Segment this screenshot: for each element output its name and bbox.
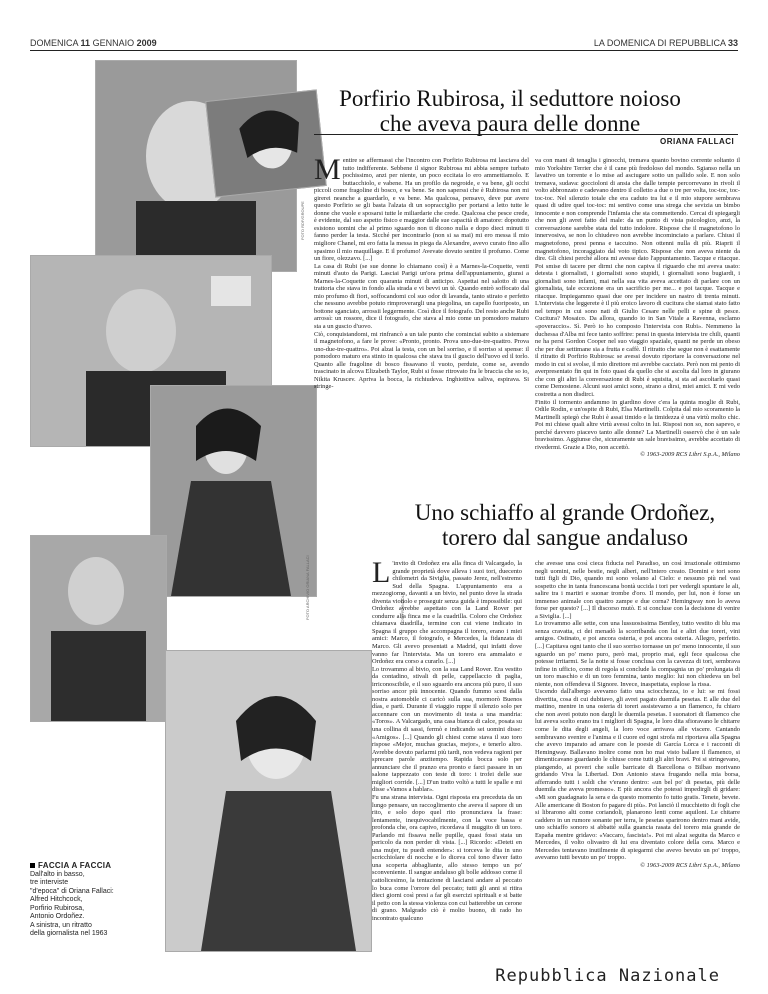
article2-dropcap: L [372, 560, 391, 589]
page-folio [30, 30, 738, 48]
article1-byline: ORIANA FALLACI [660, 137, 735, 146]
masthead-footer: Repubblica Nazionale [495, 966, 720, 986]
photo-fallaci-portrait [205, 89, 327, 197]
photo-credit-1: FOTO RDF/GROUPE [300, 201, 305, 240]
fallaci-silhouette [206, 91, 325, 197]
article1-column-2: va con mani di tenaglia i ginocchi, tremava quanto bovino corrente soltanto il mio Yorkshire Terrier che è il cane più fredoloso del mondo. Sgianso nella un lavativo un torrente e lo mise ad asciugare sotto un pallido sole. E non solo tremava, sudava: goccioloni di ansia che dalle tempie percorrevano in rivoli il volto abbronzato e cadevano dentro il colletto a due o tre per volta, toc-toc, toc-toc-toc. Nel silenzio totale che era caduto tra lui e il mio stupore sembrava quasi di udire quel toc-toc: mi sentivo come una strega che sevizia un bimbo innocente e non comprende l'infamia che sta commettendo. Cercai di spiegargli che non gli avrei fatto del male: da un punto di vista psicologico, anzi, la conversazione sarebbe stata del tutto indolore. Rispose che il magnetofono lo innervosiva, se non lo chiudevo non avrebbe incominciato a parlare. Chiusi il magnetofono, presi penna e taccuino. Non ottenni nulla di più. Riaprii il magnetofono, incoraggiato dal voto tipico. Rispose che non aveva niente da dire. Gli chiesi perché allora mi avesse dato l'appuntamento. Tacque e ritacque. Poi smise di tacere per dirmi che non capiva il riguardo che mi aveva usato: detesta i giornalisti, i giornalisti sono stupidi, i giornalisti sono bugiardi, i giornalisti sono infami, mai nella sua vita aveva accettato di parlare con un giornalista, tale eccezione era un sacrificio per me... e poi tacque. Tacque e ritacque. Impiegammo quasi due ore per incidere un nastro di trenta minuti. L'intervista che leggerete è il più eroico lavoro di cucitura che siamai stato fatto nel tempo in cui sono nati di Giulio Cesare nelle pelli e spine di pesce. Cucitura? Mosaico. Da allora, quando io in San Vitale a Ravenna, esclamo «poveraccio». Sì. Però io ho composto l'intervista con Rubi». Nemmeno la duchessa d'Alba mi fece tanto soffrire: pensi in questa intervista tre chili, quanti ne ha persi Gordon Cooper nel suo viaggio spaziale, quanti ne perde un obeso che per due settimane sia a frutta e caffè. Il ritratto che segue non è esattamente il ritratto di Porfirio Rubirosa: se avessi dovuto riportare la conversazione nel modo in cui si svolse, il mio direttore mi avrebbe cacciato. Però non mi pento di averpresentato fin qui in foto quasi da quello che si ascolta dal loro in giurano che con gli altri la conversazione di Rubi è squisita, si sta ad ascoltarlo quasi come Demostene. Alcuni suoi amici sono, strano a dirsi, miei amici. E mi vedo costretta a non disdirci. Finito il tormento andammo in giardino dove c'era la quinta moglie di Rubi, Odile Rodin, e un'ospite di Rubi, Elsa Martinelli. Colpita dal mio scoramento la Martinelli spiegò che Rubi è assai timido e la timidezza è una virtù molto chic. Poi mi chiese quali altre virtù avessi colto in lui. Risposi non so, non sapevo, e perché davvero piacevo tanto alle donne? La Martinelli osservò che è un sale bravissimo. Aggiunse che, sicuramente un sale bravissimo, avrebbe accettato di rivedermi. Grazie a Dio, non accettò. © 1963-2009 RCS Libri S.p.A., Milano [535, 157, 740, 459]
caption-line: Porfirio Rubirosa, [30, 904, 85, 912]
photo-credit-3: FOTO ARCHIVIO ORIANA FALLACI [305, 555, 310, 620]
article2-headline: Uno schiaffo al grande Ordoñez, torero dal sangue andaluso [414, 500, 716, 550]
fallaci-ordonez-silhouette [166, 651, 371, 951]
caption-line: tre interviste [30, 879, 69, 886]
article1-dropcap: M [314, 157, 341, 186]
caption-marker-icon [30, 863, 35, 868]
article1-copyright: © 1963-2009 RCS Libri S.p.A., Milano [640, 451, 740, 459]
folio-left: DOMENICA 11 GENNAIO 2009 [30, 38, 157, 48]
article1-column-1: Mentire se affermassi che l'incontro con Porfirio Rubirosa mi lasciava del tutto indifferente. Sebbene il signor Rubirosa mi abbia sempre turbato pochissimo, anzi per niente, un poco eccitata lo ero ammettiamolo. E buttacchiolo, e vabene. Ha un profilo da negroide, e va bene, gli occhi piccoli come fragoline di bosco, e va bene. Se non saperssi che è Rubirosa non mi girerei neanche a guardarlo, e va bene. Ma qualcosa, pensavo, deve pur avere questo Porfirio se gli basta l'alzata di un sopracciglio per portarsi a letto tutte le donne che vuole e sposarsi tutte le miliardarie che crede. Qualcosa che pesce crede, è evidente, dal suo aspetto fisico e maggior dalle sue capacità di amatore: dopotutto esistono uomini che al primo sguardo non ti dicono nulla e dopo dieci minuti ti fanno perder la testa. Sicché per incontrarlo (non si sa mai) mi ero messa il mio migliore Chanel, mi ero fatta la messa in piega da Alexandre, avevo curato fino allo spasimo il mio maquillage. E il profumo! Avevate dovuto sentire il profumo. Come un fiore, olezzavo. [...] La casa di Rubi (se sue donne lo chiamano così) è a Marnes-la-Coquette, venti minuti d'auto da Parigi. Lasciai Parigi un'ora prima dell'appuntamento, giunsi a Marnes-la-Coquette con quaranta minuti di anticipo. Aspettai nel salotto di una trattoria che stava in fondo alla strada e vi bevvi un tè. Quando entrò soffocato dal mio profumo di fiori, soffocandomi col suo odor di lavanda, tanto stirato e perfetto che nessuno avrebbe potuto rimproverargli una piegolina, un capello fuoriposto, un bottone sganciato, arrossii leggermente. Così dice il fotografo. Del resto anche Rubi arrossì: un rossore, dice il fotografo, che stava al mio come un pomodoro maturo sta a un guscio d'uovo. Ciò, conquistandomi, mi rinfrancò a un tale punto che cominciai subito a sistemare il magnetofono, a fare le prove: «Pronto, pronto. Prova uno-due-tre-quattro. Prova uno-due-tre-quattro». Poi alzai la testa, con un bel sorriso, e il sorriso si spense: il pomodoro maturo era stinto in qualcosa che stava tra il guscio dell'uovo ed il torlo. Quanto alle fragoline di bosco fissavano il vuoto, perdute, come se, avendo trascinato in alcova Elizabeth Taylor, Rubi si fosse ritrovato fra le braccia che so io, Nikita Kruscev. Apriva la bocca, la richiudeva. Inghiottiva saliva, espirava. Si stringe- [314, 157, 529, 391]
caption-line: della giornalista nel 1963 [30, 930, 108, 937]
fallaci-seated-silhouette [151, 386, 316, 596]
photo-caption [30, 862, 160, 939]
photo-fallaci-ordonez [165, 650, 372, 952]
caption-line: Dall'alto in basso, [30, 870, 85, 878]
article1-rule [314, 134, 738, 135]
article2-column-1: L 'invito di Ordoñez era alla finca di Valcargado, la grande proprietà dove alleva i suoi tori, duecento chilometri da Siviglia, passato Jerez, nell'estremo Sud della Spagna. L'appuntamento era a mezzogiorno, davanti a un bivio, nel punto dove la strada diventa viottolo e proseguir senza guida è impossibile: qui Ordoñez avrebbe aspettato con la Land Rover per condurre alla finca me e la cuadrilla. Coloro che Ordoñez chiamava cuadrilla, termine con cui viene indicato in Spagna il gruppo che accompagna il torero, erano i miei amici: Marco, il fotografo, e Mercedes, la fidanzata di Marco. Gli avevo presentati a Madrid, qui infatti dove vanno far l'intervista. Ma un torero era ammalato e Ordoñez era corso a curarlo. [...] Lo trovammo al bivio, con la sua Land Rover. Era vestito da contadino, stivali di pelle, cappellaccio di paglia, irriconoscibile, e il suo sguardo era ancora più puro, il suo sorriso ancor più innocente. Quando fummo scesi dalla nostra automobile ci caricò sulla sua, mormorò Buenos días, e partì. Durante il viaggio ruppe il silenzio solo per accennare con un movimento di testa a una mandria: «Toros». A Valcargado, una casa bianca di calce, posata su una collina di sassi, fermò e indicando sei uomini disse: «Amigos». [...] Quando gli chiesi come stava il suo toro rispose «Mejor, muchas gracias, mejor», e tenerlo altro. Avrebbe dovuto parlarmi più tardi, non vedeva ragioni per sprecare parole anzitempo. Rapida bocca solo per annunciare che il pranzo era pronto e farci passare in un salone tappezzato con teste di toro: i trofei delle sue migliori corride. [...] D'un tratto voltò a tutti le spalle e mi disse «Vamos a hablar». Fu una strana intervista. Ogni risposta era preceduta da un lungo pensare, un raccoglimento che aveva il sapore di un rito, e solo dopo quel rito pronunciava la frase: lentamente, inequivocabilmente, con la voce bassa e profonda che, ora capivo, ricordava il muggito di un toro. Parlando mi fissava nelle pupille, quasi fossi stata un pericolo da non perder di vista. [...] Ricordo: «Deteti en una mujer, tu puedi entender»: si torceva le dita in uno scricchiolare di nocche e lo diceva col tono d'aver fatto una scoperta abbagliante, allo stesso tempo un po' sconveniente. Il sangue andaluso gli bolle addosso come il cattolicesimo, la tentazione di lasciarsi andare al peccato lo buca come l'orrore del peccato; tutti gli anni si ritira dieci giorni così presi a far gli esercizi spirituali e si batte il petto con la stessa violenza con cui batterebbe un cerone di grano. Malgrado ciò è molto buono, di rado ho incontrato qualcuno [372, 560, 522, 922]
caption-line: Antonio Ordoñez. [30, 913, 85, 920]
ordonez-silhouette [31, 536, 166, 721]
photo-fallaci-rubirosa [150, 385, 317, 597]
folio-rule [30, 50, 738, 51]
caption-title: FACCIA A FACCIA [30, 862, 160, 871]
caption-line: A sinistra, un ritratto [30, 921, 92, 929]
photo-ordonez [30, 535, 167, 722]
article1-headline: Porfirio Rubirosa, il seduttore noioso che aveva paura delle donne [339, 86, 681, 136]
article2-column-2: che avesse una così cieca fiducia nel Paradiso, un così irrazionale ottimismo negli uomini, nelle bestie, negli alberi, nell'intero creato. Domini e tori sono tutti figli di Dio, quando mi sono volano al Cielo: e nessuno più nel vasi sospetto che in tanta francescana bontà uccida i tori per vedergli spuntare le ali, salire tra i martiri e suonar trombe d'oro. Il mondo, per lui, non è forse un immenso animale con quattro zampe e due corna? Hemingway non lo aveva forse per questo? [...] Il discorso mutò. E si concluse con la decisione di venire a Siviglia. [...] Lo trovammo alle sette, con una lussuosissima Bentley, tutto vestito di blu ma senza cravatta, ci dei menadò la scorribanda con lui e altri due toreri, vini amigos. Ostinato, e poi ancora osteria, e poi ancora osteria. Allegro, perfetto. [...] Capitava ogni tanto che il suo sorriso tornasse un po' meno innocente, il suo sguardo un po' meno puro, però mai, proprio mai, egli fece qualcosa che potesse irritarmi. Se la notte si fosse conclusa con la cavezza di tori, sembrava infine in ufficio, come di regola si conclude la compagnia un po' prolungata di un toro maschio e di un toro femmina, tanto meglio: lui non chiedeva un bel niente, non offendeva il Signore. Invece, inaspettata, esplose la rissa. Uscendo dall'albergo avevamo fatto una sciocchezza, io e lui: se mi fossi divertita, cosa di cui dubitavo, gli avrei pagato duemila pesetas. E alle due del mattino, mentre in una osteria di toreri assistevamo a un flamenco, fu chiaro che non avrei potuto non dargli le duemila pesetas. I suonatori di flamenco che lui aveva scelto erano tra i migliori di Spagna, le loro dita sfioravano le chitarre come le dita degli angeli, la loro voce arrivava alle viscere. Cantando sembravano svenire e l'anima e il cuore ed ogni strofa mi riportava alla Spagna che avevo imparato ad amare con le poesie di García Lorca e i racconti di Hemingway. Ballavano inoltre come non ho mai visto ballare il flamenco, si dimenticavano guardando le chiuse come tutti gli altri bravi. Poi si stringevano, piangendo, ai poveri che sulle barricate di Barcellona o Bilbao morivano gridando Viva la Libertad. Don Antonio stava frugando nella mia borsa, afferrando tutti i soldi che v'erano dentro: «un bel po' di pesetas, più delle duemila che aveva promesso». E più ancora che potessi impedirgli di gridare: «Mi son guadagnato la sera e da questo momento fo tutto gratis. Tenete, bevete. Alle americane di Boston fo pagare di più». Poi lanciò il mucchietto di fogli che si librarono alti come coriandoli, planarono lenti come aquiloni. Le chitarre caddero in un rumore sonante per terra, le pesetas sparirono dentro mani avide, uno schiaffo sonoro si abbatté sulla guancia rasata del torero mia grande de España mentre gridavo: «Vaccaro, fascista!». Poi mi alzai seguita da Marco e Mercedes, il volto olivastro di lui era diventato colore della cera. Marco e Mercedes tentavano inutilmente di spiegarmi che avevo bevuto un po' troppo, avevamo tutti bevuto un po' troppo. © 1963-2009 RCS Libri S.p.A., Milano [535, 560, 740, 869]
caption-line: "d'epoca" di Oriana Fallaci: [30, 887, 114, 895]
photo-credit-4: FOTO RAINDOLA [400, 592, 405, 625]
folio-right: LA DOMENICA DI REPUBBLICA 33 [593, 38, 738, 48]
article2-copyright: © 1963-2009 RCS Libri S.p.A., Milano [640, 861, 740, 869]
caption-line: Alfred Hitchcock, [30, 896, 83, 903]
